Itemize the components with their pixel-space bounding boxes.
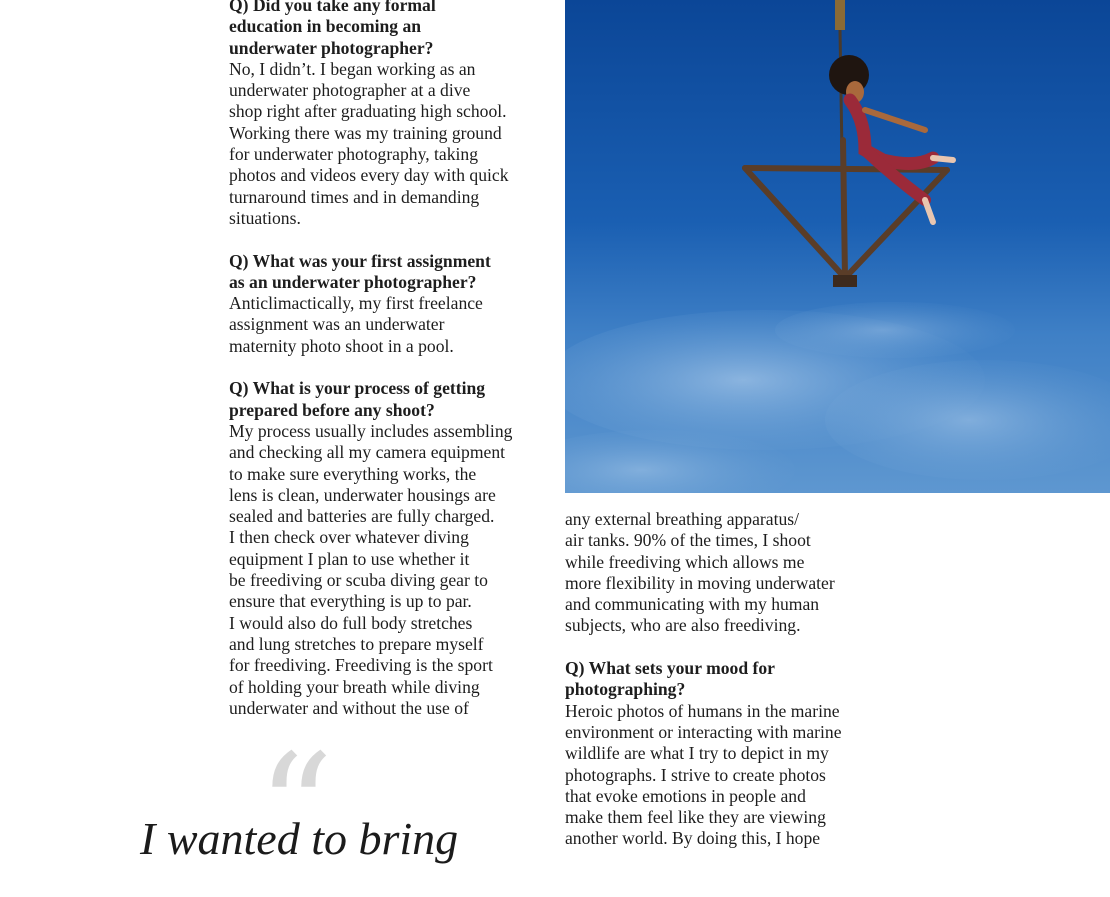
answer-line: equipment I plan to use whether it (229, 548, 470, 569)
answer-line: I would also do full body stretches (229, 612, 473, 633)
right-column (565, 509, 895, 850)
answer-line: Working there was my training ground (229, 122, 502, 143)
answer-line: that evoke emotions in people and (565, 785, 806, 806)
answer-line: lens is clean, underwater housings are (229, 484, 496, 505)
question-line: Q) What sets your mood for (565, 658, 775, 679)
answer-line: ensure that everything is up to par. (229, 591, 472, 612)
answer-line: underwater photographer at a dive (229, 80, 471, 101)
answer-line: while freediving which allows me (565, 551, 805, 572)
answer-line: sealed and batteries are fully charged. (229, 506, 495, 527)
answer-line: subjects, who are also freediving. (565, 615, 801, 636)
answer-line: Heroic photos of humans in the marine (565, 700, 840, 721)
answer-line: photographs. I strive to create photos (565, 764, 826, 785)
answer-line: underwater and without the use of (229, 697, 469, 718)
answer-line: of holding your breath while diving (229, 676, 480, 697)
answer-line: environment or interacting with marine (565, 721, 842, 742)
question-line: prepared before any shoot? (229, 399, 435, 420)
question-line: Q) What is your process of getting (229, 378, 486, 399)
answer-line: situations. (229, 207, 301, 228)
quote-mark-icon: “ (257, 723, 334, 897)
question-line: as an underwater photographer? (229, 271, 477, 292)
answer-line: air tanks. 90% of the times, I shoot (565, 530, 811, 551)
answer-line: I then check over whatever diving (229, 527, 469, 548)
answer-line: and lung stretches to prepare myself (229, 633, 484, 654)
underwater-photo (565, 0, 1110, 493)
question-line: Q) Did you take any formal (229, 0, 436, 15)
answer-line: shop right after graduating high school. (229, 101, 507, 122)
answer-line: another world. By doing this, I hope (565, 828, 821, 849)
answer-line: My process usually includes assembling (229, 420, 513, 441)
paragraph-gap (229, 357, 559, 378)
answer-line: for freediving. Freediving is the sport (229, 655, 493, 676)
answer-line: make them feel like they are viewing (565, 807, 826, 828)
left-column (229, 0, 559, 719)
question-line: education in becoming an (229, 16, 422, 37)
pull-quote: I wanted to bring (140, 813, 459, 864)
answer-line: and checking all my camera equipment (229, 442, 506, 463)
answer-line: assignment was an underwater (229, 314, 445, 335)
answer-line: any external breathing apparatus/ (565, 509, 799, 529)
answer-line: turnaround times and in demanding (229, 186, 480, 207)
answer-line: No, I didn’t. I began working as an (229, 58, 476, 79)
question-line: underwater photographer? (229, 37, 434, 58)
answer-line: and communicating with my human (565, 594, 820, 615)
paragraph-gap (565, 637, 895, 658)
answer-line: photos and videos every day with quick (229, 165, 509, 186)
question-line: photographing? (565, 679, 686, 700)
paragraph-gap (229, 229, 559, 250)
answer-line: wildlife are what I try to depict in my (565, 743, 829, 764)
question-line: Q) What was your first assignment (229, 250, 491, 271)
answer-line: to make sure everything works, the (229, 463, 477, 484)
answer-line: Anticlimactically, my first freelance (229, 293, 483, 314)
answer-line: be freediving or scuba diving gear to (229, 570, 488, 591)
underwater-photo-image (565, 0, 1110, 493)
answer-line: more flexibility in moving underwater (565, 572, 835, 593)
answer-line: maternity photo shoot in a pool. (229, 335, 454, 356)
answer-line: for underwater photography, taking (229, 144, 479, 165)
